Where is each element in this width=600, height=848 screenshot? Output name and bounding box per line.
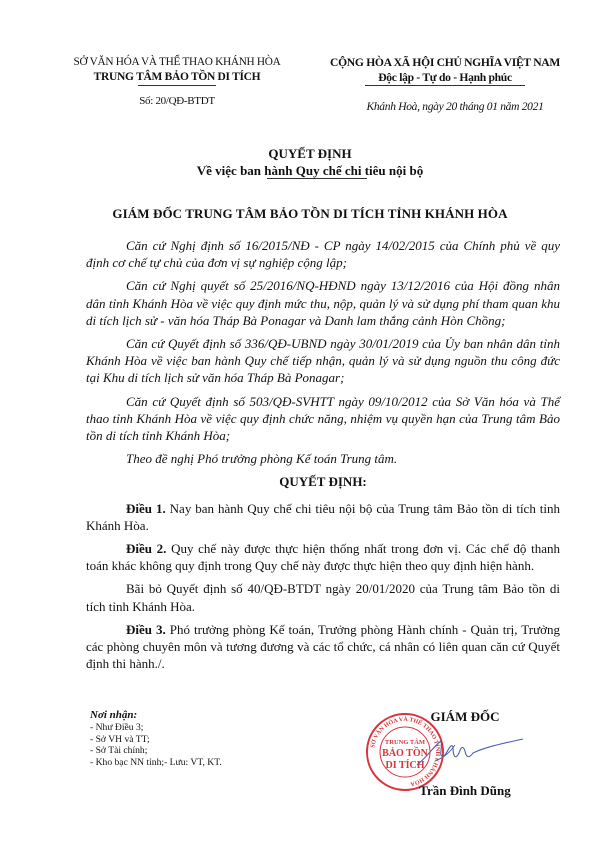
document-body: [86, 237, 560, 678]
issuing-agency-block: [62, 55, 292, 107]
recipient-item: - Kho bạc NN tỉnh;- Lưu: VT, KT.: [90, 756, 222, 768]
seal-ring-text: SỞ VĂN HÓA VÀ THỂ THAO TỈNH KHÁNH HÒA: [370, 716, 441, 787]
article-text: Nay ban hành Quy chế chi tiêu nội bộ của Trung tâm Bảo tồn di tích tỉnh Khánh Hòa.: [86, 500, 560, 533]
article-label: Điều 1.: [126, 500, 166, 516]
signature-stroke: [417, 739, 523, 765]
article-2: [86, 540, 560, 574]
recipients-block: [90, 709, 310, 768]
recipient-item: - Như Điều 3;: [90, 722, 144, 733]
preamble-item: Căn cứ Quyết định số 336/QĐ-UBND ngày 30/01/2019 của Ủy ban nhân dân tỉnh Khánh Hòa về việc ban hành Quy chế tiếp nhận, quản lý và sử dụng nguồn thu công đức tại Khu di tích lịch sử văn hóa Tháp Bà Ponagar;: [86, 336, 560, 386]
place-date: Khánh Hoà, ngày 20 tháng 01 năm 2021: [366, 101, 544, 113]
article-text: Phó trưởng phòng Kế toán, Trưởng phòng Hành chính - Quản trị, Trưởng các phòng chuyên môn và tương đương và các tổ chức, cá nhân có liên quan căn cứ Quyết định thi hành./.: [86, 621, 561, 672]
document-title: QUYẾT ĐỊNH: [268, 146, 352, 161]
preamble-item: Căn cứ Nghị định số 16/2015/NĐ - CP ngày 14/02/2015 của Chính phủ về quy định cơ chế tự chủ của đơn vị sự nghiệp cộng lập;: [86, 238, 560, 271]
article-2-repeal: [86, 580, 560, 614]
decision-heading: QUYẾT ĐỊNH:: [279, 474, 367, 490]
article-text: Quy chế này được thực hiện thống nhất trong đơn vị. Các chế độ thanh toán khác không quy định trong Quy chế này được thực hiện theo quy định hiện hành.: [86, 541, 560, 574]
document-number: Số: 20/QĐ-BTDT: [139, 95, 215, 107]
recipients-title: Nơi nhận:: [90, 709, 138, 721]
national-header-block: [310, 55, 580, 86]
article-1: [86, 500, 560, 534]
signature-stroke: [435, 745, 455, 761]
document-subtitle: Về việc ban hành Quy chế chi tiêu nội bộ: [196, 163, 424, 178]
handwritten-signature: [415, 735, 525, 770]
recipient-item: - Sở VH và TT;: [90, 733, 150, 745]
signatory-name: Trần Đình Dũng: [419, 783, 511, 798]
seal-center-line: BẢO TỒN: [382, 748, 428, 759]
preamble-item: Căn cứ Quyết định số 503/QĐ-SVHTT ngày 09/10/2012 của Sở Văn hóa và Thể thao tỉnh Khánh Hòa về việc quy định chức năng, nhiệm vụ quyền hạn của Trung tâm Bảo tồn di tích tỉnh Khánh Hòa;: [86, 393, 560, 444]
motto-underline: [365, 85, 525, 86]
signatory-title: GIÁM ĐỐC: [430, 709, 500, 724]
article-label: Điều 3.: [126, 621, 166, 637]
national-motto: Độc lập - Tự do - Hạnh phúc: [378, 71, 512, 84]
preamble-item: Căn cứ Nghị quyết số 25/2016/NQ-HĐND ngày 13/12/2016 của Hội đồng nhân dân tỉnh Khánh Hòa về việc quy định mức thu, nộp, quản lý và sử dụng phí tham quan khu di tích lịch sử - văn hóa Tháp Bà Ponagar và Danh lam thắng cảnh Hòn Chồng;: [86, 278, 560, 328]
nation-name: CỘNG HÒA XÃ HỘI CHỦ NGHĨA VIỆT NAM: [330, 56, 560, 69]
organization-underline: [138, 85, 216, 86]
issuer-heading: GIÁM ĐỐC TRUNG TÂM BẢO TỒN DI TÍCH TỈNH KHÁNH HÒA: [112, 206, 508, 221]
article-text: Bãi bỏ Quyết định số 40/QĐ-BTDT ngày 20/01/2020 của Trung tâm Bảo tồn di tích tỉnh Khánh Hòa.: [86, 581, 560, 614]
preamble-item: Theo đề nghị Phó trưởng phòng Kế toán Trung tâm.: [126, 451, 398, 467]
department-name: SỞ VĂN HÓA VÀ THỂ THAO KHÁNH HÒA: [73, 56, 281, 68]
recipient-item: - Sở Tài chính;: [90, 745, 148, 757]
subtitle-underline: [267, 178, 367, 179]
organization-name: TRUNG TÂM BẢO TỒN DI TÍCH: [93, 71, 261, 83]
article-label: Điều 2.: [126, 541, 167, 557]
seal-center-line: DI TÍCH: [385, 760, 425, 771]
article-3: [86, 621, 560, 673]
seal-center-line: TRUNG TÂM: [384, 739, 426, 746]
